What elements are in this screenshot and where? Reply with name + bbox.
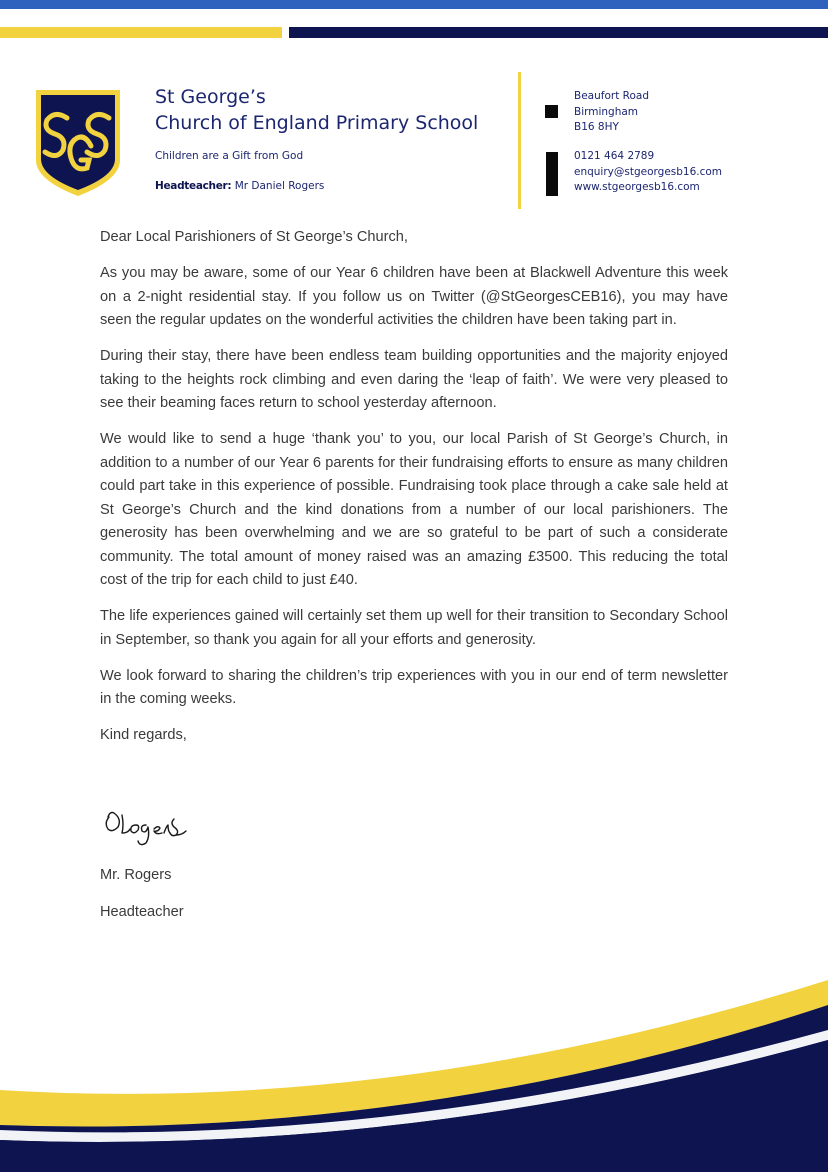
school-crest-icon — [33, 88, 123, 198]
phone-number: 0121 464 2789 — [574, 150, 655, 162]
letter-paragraph: We would like to send a huge ‘thank you’ to you, our local Parish of St George’s Church, in addition to a number of our Year 6 parents for their fundraising efforts to ensure as many children could part take in this experience of possible. Fundraising took place through a cake sale held at St George’s Church and the kind donations from a number of our local parishioners. The generosity has been overwhelming and we are so grateful to be part of such a considerate community. The total amount of money raised was an amazing £3500. This reducing the total cost of the trip for each child to just £40. — [100, 431, 728, 588]
salutation: Dear Local Parishioners of St George’s Church, — [100, 229, 408, 245]
address-line: Beaufort Road — [574, 90, 649, 102]
contact-marker-icon — [546, 152, 558, 196]
header-divider — [518, 72, 521, 209]
address-line: B16 8HY — [574, 121, 619, 133]
school-name-line2: Church of England Primary School — [155, 112, 479, 134]
headteacher-name: Mr Daniel Rogers — [234, 180, 325, 192]
letter-body — [100, 226, 728, 760]
signer-role: Headteacher — [100, 904, 184, 920]
letter-paragraph: The life experiences gained will certainly set them up well for their transition to Secondary School in September, so thank you again for all your efforts and generosity. — [100, 608, 728, 648]
footer-wave — [0, 940, 828, 1172]
website-link[interactable]: www.stgeorgesb16.com — [574, 181, 700, 193]
letter-paragraph: During their stay, there have been endless team building opportunities and the majority enjoyed taking to the heights rock climbing and even daring the ‘leap of faith’. We were very pleased to see their beaming faces return to school yesterday afternoon. — [100, 348, 728, 411]
email-address[interactable]: enquiry@stgeorgesb16.com — [574, 165, 723, 178]
handwritten-signature — [100, 803, 195, 851]
signer-name: Mr. Rogers — [100, 867, 172, 883]
letter-paragraph: We look forward to sharing the children’s trip experiences with you in our end of term newsletter in the coming weeks. — [100, 667, 728, 707]
address-line: Birmingham — [574, 105, 639, 118]
headteacher-line — [155, 180, 324, 192]
letter-paragraph: As you may be aware, some of our Year 6 children have been at Blackwell Adventure this week on a 2-night residential stay. If you follow us on Twitter (@StGeorgesCEB16), you may have seen the regular updates on the wonderful activities the children have been taking part in. — [100, 265, 728, 328]
school-name — [155, 84, 505, 136]
address-marker-icon — [545, 105, 558, 118]
school-contact — [574, 149, 722, 196]
yellow-stripe — [0, 27, 282, 38]
top-blue-bar — [0, 0, 828, 9]
school-motto: Children are a Gift from God — [155, 150, 304, 162]
navy-stripe — [289, 27, 828, 38]
school-name-line1: St George’s — [155, 86, 266, 108]
school-address — [574, 89, 649, 136]
closing: Kind regards, — [100, 727, 187, 743]
headteacher-label: Headteacher: — [155, 180, 232, 192]
